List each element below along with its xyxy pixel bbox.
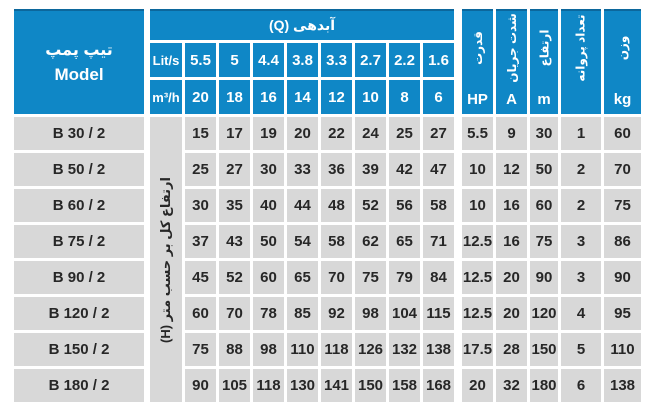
head-value-cell: 65	[389, 225, 420, 258]
flow-unit-value: 5	[219, 43, 250, 77]
spec-value-cell: 5	[561, 333, 601, 366]
head-value-cell: 35	[219, 189, 250, 222]
spec-value-cell: 50	[530, 153, 558, 186]
spec-value-cell: 16	[496, 189, 527, 222]
head-value-cell: 105	[219, 369, 250, 402]
spec-header-label-fa: ارتفاع	[537, 29, 551, 66]
spec-header-label-fa: شدت جریان	[504, 12, 519, 83]
spec-value-cell: 10	[462, 189, 493, 222]
head-value-cell: 39	[355, 153, 386, 186]
table-row	[185, 369, 641, 402]
flow-rate-title: آبدهی (Q)	[150, 9, 454, 40]
head-value-cell: 75	[185, 333, 216, 366]
spec-value-cell: 120	[530, 297, 558, 330]
head-value-cell: 22	[321, 117, 352, 150]
spec-column-header	[530, 9, 558, 114]
table-row	[185, 333, 641, 366]
spec-header-unit: m	[537, 90, 551, 108]
head-value-cell: 150	[355, 369, 386, 402]
model-header-label-fa: تیپ پمپ	[45, 42, 113, 59]
table-row	[185, 117, 641, 150]
head-value-cell: 62	[355, 225, 386, 258]
spec-value-cell: 20	[496, 261, 527, 294]
flow-unit-value: 20	[185, 80, 216, 114]
table-row	[185, 225, 641, 258]
spec-value-cell: 60	[604, 117, 641, 150]
model-cell: B 90 / 2	[14, 261, 144, 294]
head-value-cell: 70	[321, 261, 352, 294]
spec-value-cell: 150	[530, 333, 558, 366]
spec-column-header	[462, 9, 493, 114]
head-value-cell: 118	[253, 369, 284, 402]
head-value-cell: 98	[355, 297, 386, 330]
spec-value-cell: 110	[604, 333, 641, 366]
head-value-cell: 20	[287, 117, 318, 150]
head-value-cell: 48	[321, 189, 352, 222]
spec-value-cell: 6	[561, 369, 601, 402]
head-value-cell: 90	[185, 369, 216, 402]
head-value-cell: 58	[321, 225, 352, 258]
spec-value-cell: 12.5	[462, 225, 493, 258]
model-cell: B 50 / 2	[14, 153, 144, 186]
head-value-cell: 44	[287, 189, 318, 222]
head-value-cell: 15	[185, 117, 216, 150]
spec-header-label-fa: قدرت	[470, 30, 485, 65]
spec-value-cell: 10	[462, 153, 493, 186]
head-value-cell: 132	[389, 333, 420, 366]
flow-unit-value: 12	[321, 80, 352, 114]
spec-column-header	[561, 9, 601, 114]
spec-value-cell: 90	[604, 261, 641, 294]
head-value-cell: 30	[253, 153, 284, 186]
spec-header-rot-wrap	[462, 11, 493, 84]
head-value-cell: 45	[185, 261, 216, 294]
flow-unit-label: m³/h	[150, 80, 182, 114]
spec-value-cell: 3	[561, 225, 601, 258]
model-header-label-en: Model	[54, 65, 104, 84]
head-value-cell: 54	[287, 225, 318, 258]
flow-row-m3-h	[150, 80, 457, 114]
spec-value-cell: 20	[496, 297, 527, 330]
flow-unit-value: 8	[389, 80, 420, 114]
head-value-cell: 50	[253, 225, 284, 258]
head-value-cell: 115	[423, 297, 454, 330]
head-value-cell: 78	[253, 297, 284, 330]
model-column-header	[14, 9, 144, 114]
flow-unit-value: 1.6	[423, 43, 454, 77]
head-value-cell: 56	[389, 189, 420, 222]
head-value-cell: 40	[253, 189, 284, 222]
flow-unit-value: 14	[287, 80, 318, 114]
spec-header-rot-wrap	[604, 11, 641, 84]
spec-value-cell: 32	[496, 369, 527, 402]
spec-value-cell: 86	[604, 225, 641, 258]
flow-unit-label: Lit/s	[150, 43, 182, 77]
spec-value-cell: 180	[530, 369, 558, 402]
spec-header-unit	[561, 84, 601, 114]
head-value-cell: 33	[287, 153, 318, 186]
head-value-cell: 47	[423, 153, 454, 186]
head-value-cell: 42	[389, 153, 420, 186]
head-value-cell: 27	[219, 153, 250, 186]
head-value-cell: 52	[219, 261, 250, 294]
spec-header-rot-wrap	[561, 11, 601, 84]
spec-value-cell: 12.5	[462, 297, 493, 330]
head-value-cell: 92	[321, 297, 352, 330]
head-value-cell: 84	[423, 261, 454, 294]
spec-value-cell: 70	[604, 153, 641, 186]
head-value-cell: 43	[219, 225, 250, 258]
total-head-note-label: ارتفاع کل بر حسب متر (H)	[158, 176, 173, 343]
spec-column-header	[496, 9, 527, 114]
spec-column-header	[604, 9, 641, 114]
model-cell: B 180 / 2	[14, 369, 144, 402]
flow-header-block	[150, 9, 457, 114]
head-value-cell: 79	[389, 261, 420, 294]
head-value-cell: 36	[321, 153, 352, 186]
flow-unit-value: 4.4	[253, 43, 284, 77]
spec-header-label-fa: وزن	[615, 35, 630, 60]
flow-unit-value: 18	[219, 80, 250, 114]
spec-header-rot-wrap	[530, 11, 558, 84]
flow-unit-value: 3.3	[321, 43, 352, 77]
spec-header-unit: kg	[613, 90, 632, 108]
total-head-note-column	[150, 117, 182, 402]
head-value-cell: 130	[287, 369, 318, 402]
flow-unit-value: 3.8	[287, 43, 318, 77]
head-value-cell: 37	[185, 225, 216, 258]
spec-value-cell: 12	[496, 153, 527, 186]
head-value-cell: 141	[321, 369, 352, 402]
spec-column-headers	[462, 9, 641, 114]
model-column	[14, 117, 144, 402]
table-row	[185, 297, 641, 330]
head-value-cell: 25	[185, 153, 216, 186]
spec-value-cell: 95	[604, 297, 641, 330]
spec-value-cell: 12.5	[462, 261, 493, 294]
spec-header-rot-wrap	[496, 11, 527, 84]
head-value-cell: 19	[253, 117, 284, 150]
head-value-cell: 58	[423, 189, 454, 222]
head-value-cell: 98	[253, 333, 284, 366]
spec-value-cell: 5.5	[462, 117, 493, 150]
spec-value-cell: 3	[561, 261, 601, 294]
spec-header-unit: HP	[467, 90, 488, 108]
table-row	[185, 153, 641, 186]
spec-value-cell: 17.5	[462, 333, 493, 366]
head-value-cell: 24	[355, 117, 386, 150]
head-value-cell: 88	[219, 333, 250, 366]
head-value-cell: 30	[185, 189, 216, 222]
head-value-cell: 104	[389, 297, 420, 330]
spec-value-cell: 2	[561, 153, 601, 186]
spec-value-cell: 16	[496, 225, 527, 258]
head-value-cell: 110	[287, 333, 318, 366]
table-header	[14, 9, 641, 114]
flow-row-lit-s	[150, 43, 457, 77]
head-value-cell: 126	[355, 333, 386, 366]
head-value-cell: 85	[287, 297, 318, 330]
head-value-cell: 25	[389, 117, 420, 150]
spec-header-label-fa: تعداد پروانه	[574, 13, 588, 82]
model-cell: B 120 / 2	[14, 297, 144, 330]
spec-value-cell: 28	[496, 333, 527, 366]
model-cell: B 60 / 2	[14, 189, 144, 222]
spec-value-cell: 1	[561, 117, 601, 150]
spec-header-unit: A	[506, 90, 517, 108]
flow-unit-value: 6	[423, 80, 454, 114]
spec-value-cell: 75	[530, 225, 558, 258]
spec-value-cell: 9	[496, 117, 527, 150]
spec-value-cell: 20	[462, 369, 493, 402]
spec-value-cell: 75	[604, 189, 641, 222]
head-value-cell: 60	[185, 297, 216, 330]
head-value-cell: 65	[287, 261, 318, 294]
table-row	[185, 189, 641, 222]
spec-value-cell: 2	[561, 189, 601, 222]
head-value-cell: 52	[355, 189, 386, 222]
head-value-cell: 75	[355, 261, 386, 294]
pump-spec-table	[14, 9, 641, 402]
head-value-cell: 71	[423, 225, 454, 258]
model-cell: B 30 / 2	[14, 117, 144, 150]
spec-value-cell: 4	[561, 297, 601, 330]
spec-value-cell: 60	[530, 189, 558, 222]
head-value-cell: 27	[423, 117, 454, 150]
flow-unit-value: 2.2	[389, 43, 420, 77]
head-value-cell: 158	[389, 369, 420, 402]
spec-value-cell: 138	[604, 369, 641, 402]
flow-unit-value: 5.5	[185, 43, 216, 77]
spec-value-cell: 30	[530, 117, 558, 150]
head-value-cell: 118	[321, 333, 352, 366]
table-row	[185, 261, 641, 294]
table-body	[14, 117, 641, 402]
head-value-cell: 168	[423, 369, 454, 402]
flow-unit-value: 16	[253, 80, 284, 114]
head-value-cell: 70	[219, 297, 250, 330]
spec-value-cell: 90	[530, 261, 558, 294]
head-value-cell: 60	[253, 261, 284, 294]
head-value-cell: 17	[219, 117, 250, 150]
flow-unit-value: 10	[355, 80, 386, 114]
flow-unit-value: 2.7	[355, 43, 386, 77]
model-cell: B 150 / 2	[14, 333, 144, 366]
head-value-cell: 138	[423, 333, 454, 366]
model-cell: B 75 / 2	[14, 225, 144, 258]
data-rows	[185, 117, 641, 402]
